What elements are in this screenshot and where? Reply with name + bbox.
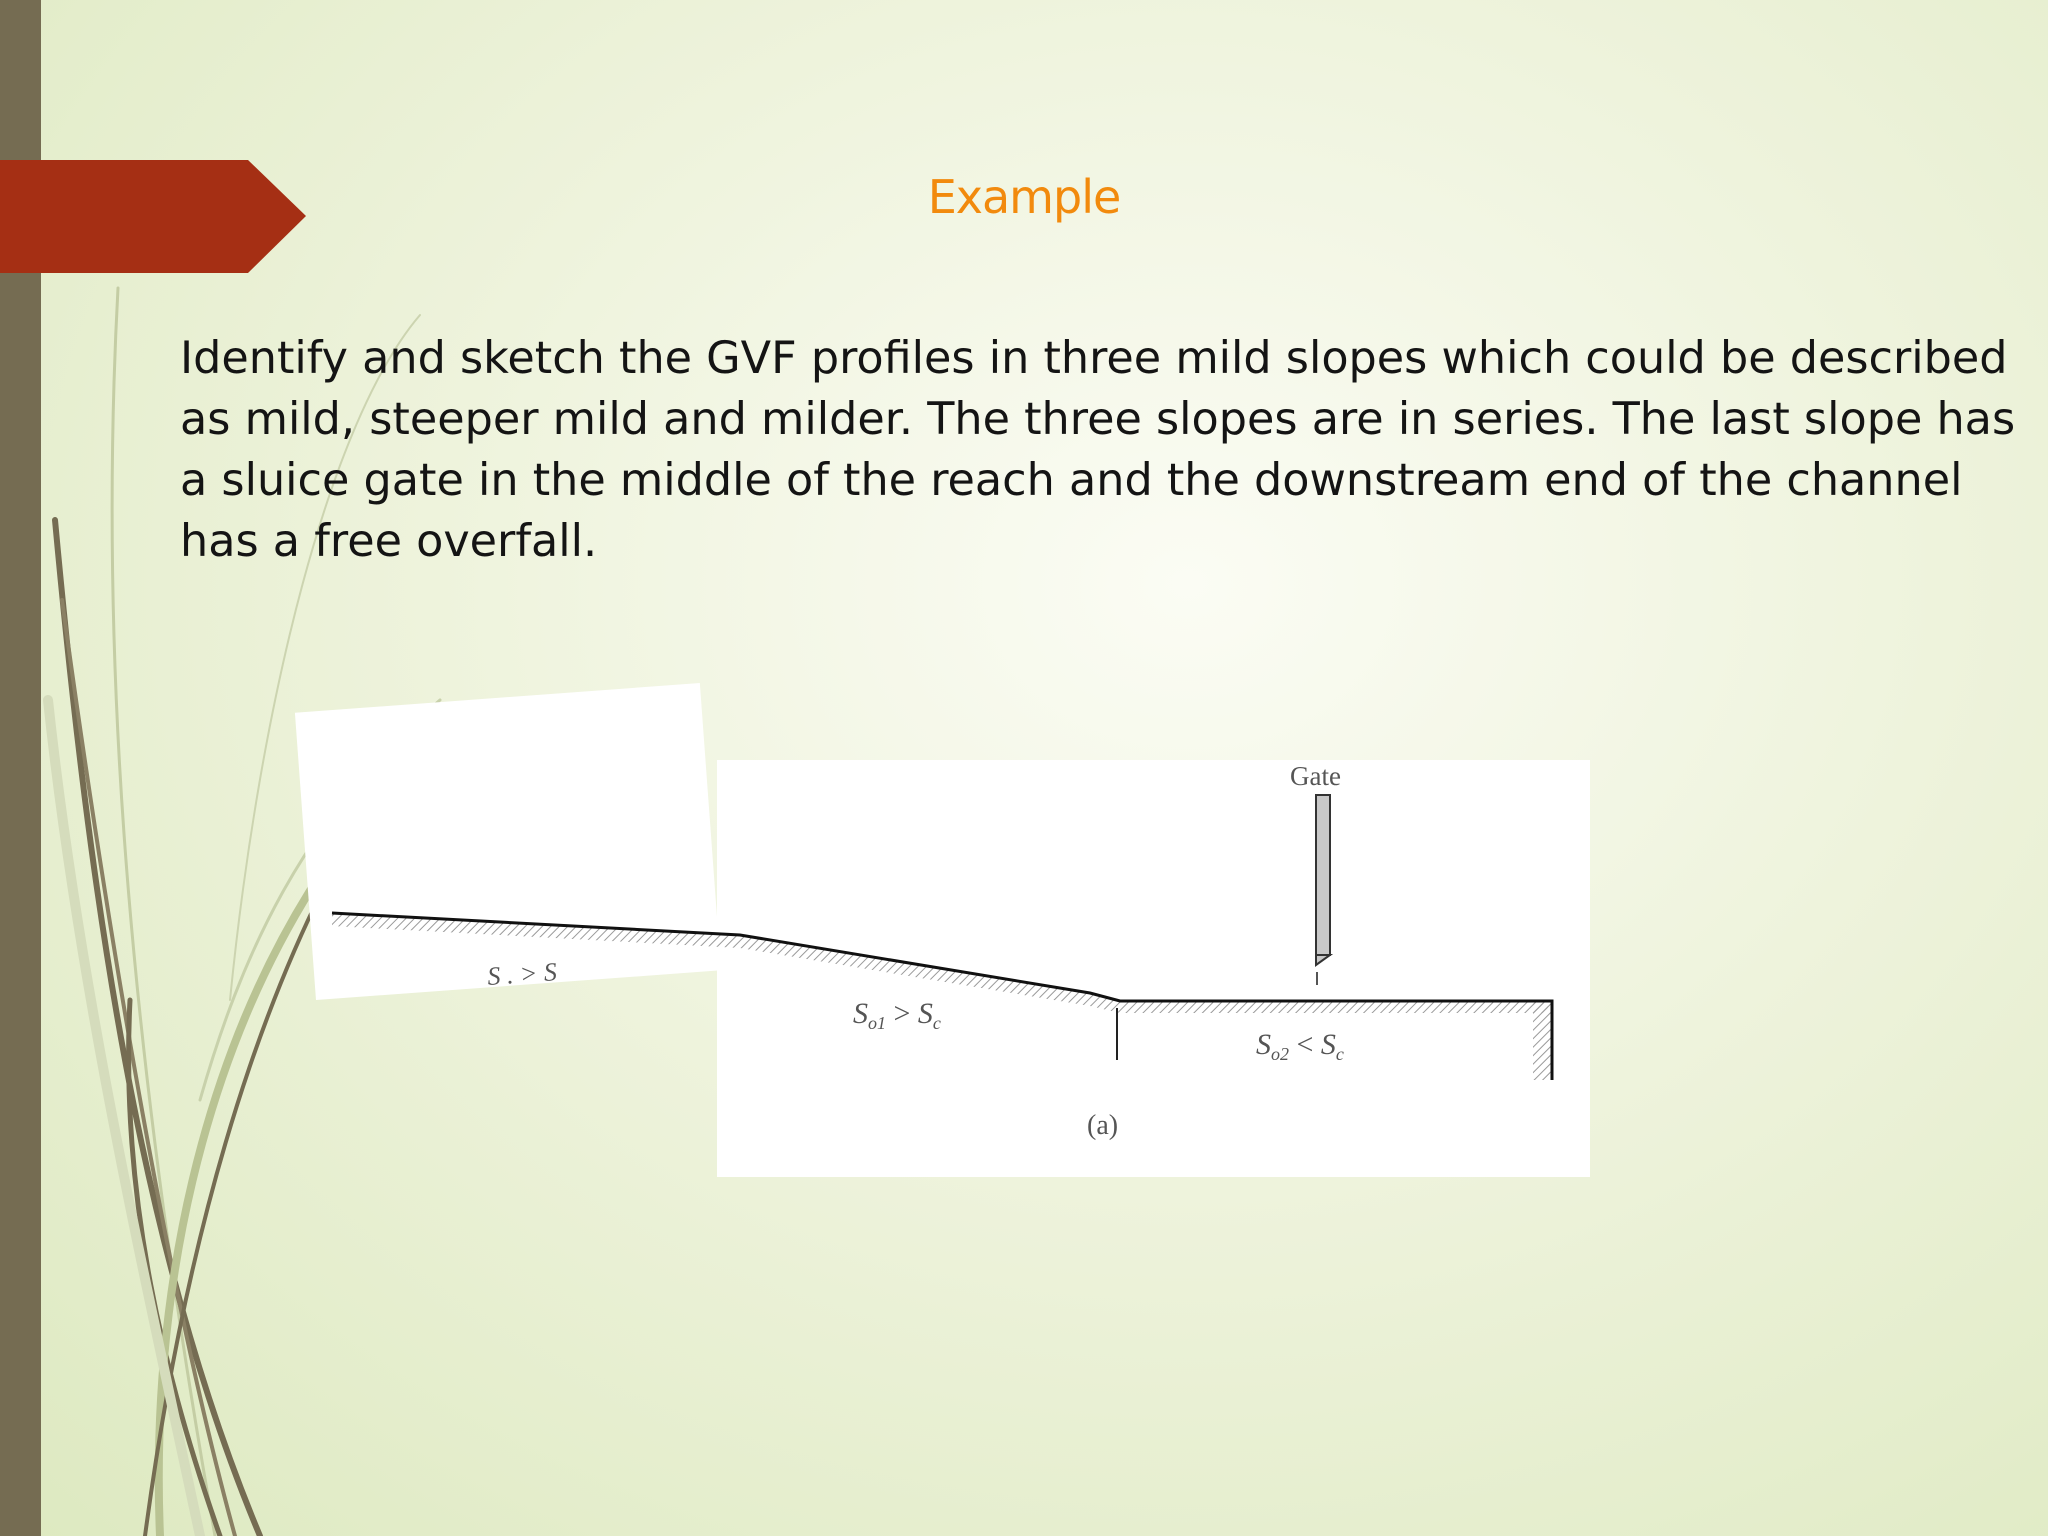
body-line-2: as mild, steeper mild and milder. The three slopes are in series. The last slope has xyxy=(180,394,2016,445)
gate-label: Gate xyxy=(1290,761,1341,791)
panel-label: (a) xyxy=(1087,1110,1119,1141)
body-line-3: a sluice gate in the middle of the reach and the downstream end of the channel xyxy=(180,455,1963,506)
sluice-gate xyxy=(1316,795,1330,955)
slope-label-1: $S_{o1} > S_c$ xyxy=(853,997,941,1033)
overfall-wall-hatching xyxy=(1533,1000,1553,1080)
slope-label-2: $S_{o2} < S_c$ xyxy=(1256,1028,1344,1064)
channel-bed-line xyxy=(332,913,1552,1080)
body-line-4: has a free overfall. xyxy=(180,516,598,567)
gate-tip xyxy=(1316,955,1330,965)
cropped-slope-label: S . > S xyxy=(486,957,558,991)
body-line-1: Identify and sketch the GVF profiles in three mild slopes which could be described xyxy=(180,333,2008,384)
slide-title: Example xyxy=(927,170,1121,224)
